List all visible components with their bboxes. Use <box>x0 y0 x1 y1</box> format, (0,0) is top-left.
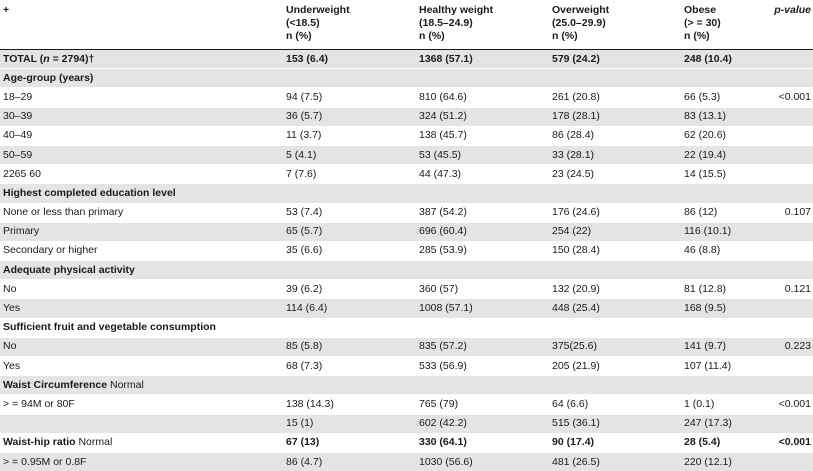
col-unit: n (%) <box>419 30 546 43</box>
cell-underweight: 53 (7.4) <box>283 203 416 222</box>
section-row <box>0 318 813 337</box>
section-title-bold: Adequate physical activity <box>3 264 135 276</box>
col-unit: n (%) <box>286 30 413 43</box>
row-label: Yes <box>0 299 283 318</box>
table-row <box>0 222 813 241</box>
cell-underweight: 153 (6.4) <box>283 50 416 69</box>
cell-healthy: 1030 (56.6) <box>416 452 549 471</box>
table-row <box>0 337 813 356</box>
cell-healthy: 324 (51.2) <box>416 107 549 126</box>
cell-overweight: 579 (24.2) <box>549 50 681 69</box>
cell-overweight: 254 (22) <box>549 222 681 241</box>
section-title-bold: Waist Circumference <box>3 379 107 391</box>
row-label: No <box>0 337 283 356</box>
table-row <box>0 357 813 376</box>
cell-overweight: 64 (6.6) <box>549 395 681 414</box>
section-title-bold: Waist-hip ratio <box>3 436 76 448</box>
col-title: Healthy weight <box>419 4 546 17</box>
cell-healthy: 387 (54.2) <box>416 203 549 222</box>
section-title-bold: Sufficient fruit and vegetable consumption <box>3 321 216 333</box>
cell-healthy: 285 (53.9) <box>416 241 549 260</box>
cell-underweight: 86 (4.7) <box>283 452 416 471</box>
row-label <box>0 414 283 433</box>
cell-overweight: 132 (20.9) <box>549 280 681 299</box>
section-row <box>0 184 813 203</box>
cell-obese: 86 (12) <box>681 203 758 222</box>
cell-underweight: 67 (13) <box>283 433 416 452</box>
cell-pvalue <box>758 414 813 433</box>
cell-overweight: 261 (20.8) <box>549 88 681 107</box>
row-label: > = 0.95M or 0.8F <box>0 452 283 471</box>
row-label: 50–59 <box>0 145 283 164</box>
cell-obese: 28 (5.4) <box>681 433 758 452</box>
cell-overweight: 150 (28.4) <box>549 241 681 260</box>
cell-pvalue <box>758 145 813 164</box>
row-label: 40–49 <box>0 126 283 145</box>
cell-underweight: 94 (7.5) <box>283 88 416 107</box>
total-label-n: n <box>43 53 49 65</box>
cell-healthy: 330 (64.1) <box>416 433 549 452</box>
col-title: Obese <box>684 4 755 17</box>
section-title <box>0 376 813 395</box>
row-label: 18–29 <box>0 88 283 107</box>
col-overweight <box>549 0 681 50</box>
table-row-total <box>0 50 813 69</box>
table-row <box>0 126 813 145</box>
cell-pvalue: <0.001 <box>758 395 813 414</box>
table-body <box>0 50 813 471</box>
section-title: Age-group (years) <box>0 69 813 88</box>
cell-obese: 168 (9.5) <box>681 299 758 318</box>
cell-obese: 1 (0.1) <box>681 395 758 414</box>
cell-healthy: 1368 (57.1) <box>416 50 549 69</box>
table-header <box>0 0 813 50</box>
cell-pvalue <box>758 222 813 241</box>
col-range: (<18.5) <box>286 17 413 30</box>
cell-healthy: 602 (42.2) <box>416 414 549 433</box>
cell-pvalue: 0.107 <box>758 203 813 222</box>
col-unit: n (%) <box>552 30 678 43</box>
cell-underweight: 114 (6.4) <box>283 299 416 318</box>
cell-overweight: 448 (25.4) <box>549 299 681 318</box>
cell-healthy: 44 (47.3) <box>416 165 549 184</box>
col-title: Overweight <box>552 4 678 17</box>
col-range: (> = 30) <box>684 17 755 30</box>
section-title <box>0 433 283 452</box>
section-row <box>0 261 813 280</box>
cell-underweight: 35 (6.6) <box>283 241 416 260</box>
cell-overweight: 178 (28.1) <box>549 107 681 126</box>
cell-underweight: 138 (14.3) <box>283 395 416 414</box>
cell-obese: 81 (12.8) <box>681 280 758 299</box>
row-label <box>0 50 283 69</box>
col-range: (25.0–29.9) <box>552 17 678 30</box>
cell-obese: 62 (20.6) <box>681 126 758 145</box>
cell-obese: 248 (10.4) <box>681 50 758 69</box>
cell-obese: 14 (15.5) <box>681 165 758 184</box>
cell-obese: 46 (8.8) <box>681 241 758 260</box>
cell-underweight: 11 (3.7) <box>283 126 416 145</box>
row-label: None or less than primary <box>0 203 283 222</box>
row-label: 2265 60 <box>0 165 283 184</box>
cell-underweight: 39 (6.2) <box>283 280 416 299</box>
cell-healthy: 533 (56.9) <box>416 357 549 376</box>
cell-healthy: 1008 (57.1) <box>416 299 549 318</box>
cell-pvalue <box>758 50 813 69</box>
table-row <box>0 203 813 222</box>
cell-pvalue: 0.223 <box>758 337 813 356</box>
table-row <box>0 395 813 414</box>
table-row <box>0 280 813 299</box>
section-row <box>0 433 813 452</box>
cell-healthy: 360 (57) <box>416 280 549 299</box>
total-label-post: = 2794)† <box>50 53 95 65</box>
cell-healthy: 53 (45.5) <box>416 145 549 164</box>
row-label: > = 94M or 80F <box>0 395 283 414</box>
table-row <box>0 88 813 107</box>
cell-underweight: 5 (4.1) <box>283 145 416 164</box>
corner-cell: + <box>0 0 283 50</box>
table-row <box>0 165 813 184</box>
cell-overweight: 23 (24.5) <box>549 165 681 184</box>
col-title: Underweight <box>286 4 413 17</box>
cell-overweight: 375(25.6) <box>549 337 681 356</box>
section-row-age <box>0 69 813 88</box>
cell-healthy: 765 (79) <box>416 395 549 414</box>
col-pvalue: p-value <box>758 0 813 50</box>
cell-overweight: 176 (24.6) <box>549 203 681 222</box>
cell-obese: 83 (13.1) <box>681 107 758 126</box>
col-unit: n (%) <box>684 30 755 43</box>
cell-obese: 116 (10.1) <box>681 222 758 241</box>
cell-underweight: 7 (7.6) <box>283 165 416 184</box>
cell-underweight: 65 (5.7) <box>283 222 416 241</box>
cell-pvalue <box>758 241 813 260</box>
section-title <box>0 184 813 203</box>
col-range: (18.5–24.9) <box>419 17 546 30</box>
row-label: Primary <box>0 222 283 241</box>
table-row <box>0 414 813 433</box>
row-label: Secondary or higher <box>0 241 283 260</box>
total-label-pre: TOTAL ( <box>3 53 43 65</box>
cell-overweight: 481 (26.5) <box>549 452 681 471</box>
cell-obese: 141 (9.7) <box>681 337 758 356</box>
cell-overweight: 86 (28.4) <box>549 126 681 145</box>
cell-pvalue <box>758 107 813 126</box>
cell-obese: 66 (5.3) <box>681 88 758 107</box>
cell-healthy: 810 (64.6) <box>416 88 549 107</box>
cell-pvalue: 0.121 <box>758 280 813 299</box>
table-row <box>0 107 813 126</box>
cell-overweight: 515 (36.1) <box>549 414 681 433</box>
cell-pvalue <box>758 357 813 376</box>
row-label: Yes <box>0 357 283 376</box>
cell-obese: 247 (17.3) <box>681 414 758 433</box>
cell-healthy: 835 (57.2) <box>416 337 549 356</box>
cell-underweight: 85 (5.8) <box>283 337 416 356</box>
col-healthy <box>416 0 549 50</box>
row-label: 30–39 <box>0 107 283 126</box>
row-label: No <box>0 280 283 299</box>
cell-healthy: 138 (45.7) <box>416 126 549 145</box>
table-row <box>0 145 813 164</box>
cell-pvalue <box>758 165 813 184</box>
cell-overweight: 33 (28.1) <box>549 145 681 164</box>
section-row <box>0 376 813 395</box>
table-row <box>0 452 813 471</box>
cell-obese: 220 (12.1) <box>681 452 758 471</box>
cell-overweight: 90 (17.4) <box>549 433 681 452</box>
cell-obese: 107 (11.4) <box>681 357 758 376</box>
section-title <box>0 261 813 280</box>
cell-overweight: 205 (21.9) <box>549 357 681 376</box>
cell-pvalue: <0.001 <box>758 433 813 452</box>
cell-underweight: 36 (5.7) <box>283 107 416 126</box>
col-obese <box>681 0 758 50</box>
cell-underweight: 15 (1) <box>283 414 416 433</box>
col-underweight <box>283 0 416 50</box>
section-title <box>0 318 813 337</box>
cell-pvalue <box>758 126 813 145</box>
table-row <box>0 241 813 260</box>
section-title-bold: Highest completed education level <box>3 187 176 199</box>
table-row <box>0 299 813 318</box>
cell-underweight: 68 (7.3) <box>283 357 416 376</box>
cell-pvalue <box>758 452 813 471</box>
section-title-plain: Normal <box>107 379 144 391</box>
cell-pvalue: <0.001 <box>758 88 813 107</box>
cell-healthy: 696 (60.4) <box>416 222 549 241</box>
cell-pvalue <box>758 299 813 318</box>
cell-obese: 22 (19.4) <box>681 145 758 164</box>
section-title-plain: Normal <box>76 436 113 448</box>
